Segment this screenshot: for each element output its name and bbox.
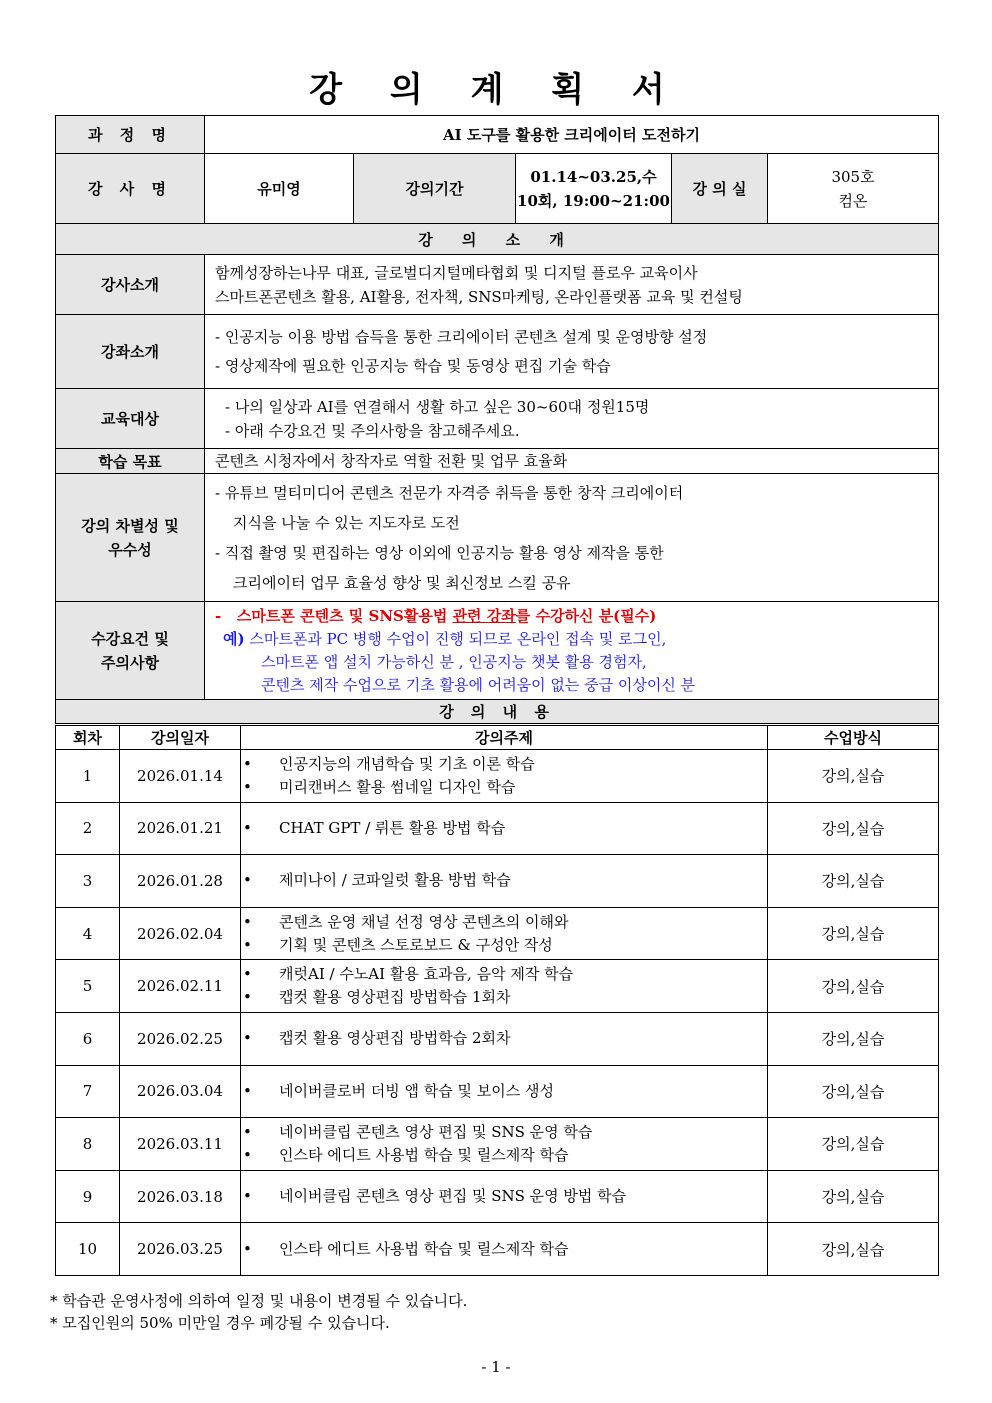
session-date: 2026.01.14 [120, 750, 241, 803]
bullet-icon: • [243, 912, 252, 931]
session-number: 4 [56, 907, 120, 960]
session-topics [241, 907, 768, 960]
session-method: 강의,실습 [768, 1065, 939, 1118]
topic-item: • 미리캔버스 활용 썸네일 디자인 학습 [243, 776, 767, 799]
course-intro-label: 강좌소개 [56, 315, 205, 389]
bullet-icon: • [243, 988, 252, 1007]
table-row [56, 750, 939, 803]
session-number: 10 [56, 1223, 120, 1276]
session-number: 8 [56, 1118, 120, 1171]
session-date: 2026.03.25 [120, 1223, 241, 1276]
session-method: 강의,실습 [768, 907, 939, 960]
session-number: 6 [56, 1012, 120, 1065]
session-topics [241, 1065, 768, 1118]
bullet-icon: • [243, 1081, 252, 1100]
session-topics [241, 1012, 768, 1065]
table-row [56, 1065, 939, 1118]
table-row [56, 1012, 939, 1065]
instructor-intro-label: 강사소개 [56, 255, 205, 315]
room-value: 305호 컴온 [768, 154, 939, 224]
header-no: 회차 [56, 726, 120, 750]
bullet-icon: • [243, 1145, 252, 1164]
topic-item: • 네이버클립 콘텐츠 영상 편집 및 SNS 운영 방법 학습 [243, 1185, 767, 1208]
bullet-icon: • [243, 935, 252, 954]
target-label: 교육대상 [56, 389, 205, 449]
session-topics [241, 1118, 768, 1171]
session-number: 1 [56, 750, 120, 803]
table-row [56, 1170, 939, 1223]
bullet-icon: • [243, 777, 252, 796]
header-topic: 강의주제 [241, 726, 768, 750]
session-number: 3 [56, 855, 120, 908]
session-date: 2026.02.04 [120, 907, 241, 960]
topic-item: • 인스타 에디트 사용법 학습 및 릴스제작 학습 [243, 1238, 767, 1261]
footnote: * 모집인원의 50% 미만일 경우 폐강될 수 있습니다. [50, 1314, 390, 1332]
session-topics [241, 1170, 768, 1223]
course-info-table [55, 115, 939, 724]
session-method: 강의,실습 [768, 1012, 939, 1065]
session-topics [241, 1223, 768, 1276]
goal-text: 콘텐츠 시청자에서 창작자로 역할 전환 및 업무 효율화 [205, 449, 939, 474]
goal-label: 학습 목표 [56, 449, 205, 474]
topic-item: • 기획 및 콘텐츠 스토로보드 & 구성안 작성 [243, 934, 767, 957]
table-row [56, 855, 939, 908]
content-section-header: 강 의 내 용 [56, 700, 939, 724]
schedule-table [55, 725, 939, 1276]
session-date: 2026.03.04 [120, 1065, 241, 1118]
intro-section-header: 강 의 소 개 [56, 224, 939, 255]
table-row [56, 1223, 939, 1276]
instructor-label: 강 사 명 [56, 154, 205, 224]
bullet-icon: • [243, 818, 252, 837]
topic-item: • 네이버클로버 더빙 앱 학습 및 보이스 생성 [243, 1080, 767, 1103]
course-label: 과 정 명 [56, 116, 205, 154]
bullet-icon: • [243, 1029, 252, 1048]
table-row [56, 960, 939, 1013]
instructor-name: 유미영 [205, 154, 354, 224]
session-topics [241, 750, 768, 803]
bullet-icon: • [243, 965, 252, 984]
course-name: AI 도구를 활용한 크리에이터 도전하기 [205, 116, 939, 154]
topic-item: • 제미나이 / 코파일럿 활용 방법 학습 [243, 869, 767, 892]
topic-item: • 캡컷 활용 영상편집 방법학습 2회차 [243, 1027, 767, 1050]
bullet-icon: • [243, 1239, 252, 1258]
session-number: 2 [56, 802, 120, 855]
session-method: 강의,실습 [768, 960, 939, 1013]
topic-item: • 캡컷 활용 영상편집 방법학습 1회차 [243, 986, 767, 1009]
bullet-icon: • [243, 871, 252, 890]
session-method: 강의,실습 [768, 750, 939, 803]
bullet-icon: • [243, 1187, 252, 1206]
bullet-icon: • [243, 1122, 252, 1141]
footnotes [50, 1290, 467, 1334]
requirements-text: - 스마트폰 콘텐츠 및 SNS활용법 관련 강좌를 수강하신 분(필수) 예) 스마트폰과 PC 병행 수업이 진행 되므로 온라인 접속 및 로그인, 스마트폰 앱 설치 가능하신 분 , 인공지능 챗봇 활용 경험자, 콘텐츠 제작 수업으로 기초 활용에 어려움이 없는 중급 이상이신 분 [205, 602, 939, 700]
table-row [56, 907, 939, 960]
session-date: 2026.03.11 [120, 1118, 241, 1171]
session-date: 2026.02.25 [120, 1012, 241, 1065]
footnote: * 학습관 운영사정에 의하여 일정 및 내용이 변경될 수 있습니다. [50, 1292, 468, 1310]
session-date: 2026.01.28 [120, 855, 241, 908]
bullet-icon: • [243, 754, 252, 773]
room-label: 강 의 실 [672, 154, 768, 224]
topic-item: • 캐럿AI / 수노AI 활용 효과음, 음악 제작 학습 [243, 963, 767, 986]
page-title: 강 의 계 획 서 [309, 70, 683, 110]
session-number: 9 [56, 1170, 120, 1223]
distinct-text: - 유튜브 멀티미디어 콘텐츠 전문가 자격증 취득을 통한 창작 크리에이터 지식을 나눌 수 있는 지도자로 도전 - 직접 촬영 및 편집하는 영상 이외에 인공지능 활용 영상 제작을 통한 크리에이터 업무 효율성 향상 및 최신정보 스킬 공유 [205, 474, 939, 602]
instructor-intro-text: 함께성장하는나무 대표, 글로벌디지털메타협회 및 디지털 플로우 교육이사 스마트폰콘텐츠 활용, AI활용, 전자책, SNS마케팅, 온라인플랫폼 교육 및 컨설팅 [205, 255, 939, 315]
header-method: 수업방식 [768, 726, 939, 750]
period-value: 01.14~03.25,수 10회, 19:00~21:00 [516, 154, 672, 224]
session-topics [241, 802, 768, 855]
session-topics [241, 960, 768, 1013]
topic-item: • CHAT GPT / 뤼튼 활용 방법 학습 [243, 817, 767, 840]
requirements-label: 수강요건 및 주의사항 [56, 602, 205, 700]
header-date: 강의일자 [120, 726, 241, 750]
session-method: 강의,실습 [768, 1118, 939, 1171]
table-row [56, 1118, 939, 1171]
topic-item: • 네이버클립 콘텐츠 영상 편집 및 SNS 운영 학습 [243, 1121, 767, 1144]
session-date: 2026.01.21 [120, 802, 241, 855]
session-method: 강의,실습 [768, 855, 939, 908]
target-text: - 나의 일상과 AI를 연결해서 생활 하고 싶은 30~60대 정원15명 - 아래 수강요건 및 주의사항을 참고해주세요. [205, 389, 939, 449]
table-row [56, 802, 939, 855]
session-method: 강의,실습 [768, 1223, 939, 1276]
course-intro-text: - 인공지능 이용 방법 습득을 통한 크리에이터 콘텐츠 설계 및 운영방향 설정 - 영상제작에 필요한 인공지능 학습 및 동영상 편집 기술 학습 [205, 315, 939, 389]
topic-item: • 인공지능의 개념학습 및 기초 이론 학습 [243, 753, 767, 776]
distinct-label: 강의 차별성 및 우수성 [56, 474, 205, 602]
session-number: 7 [56, 1065, 120, 1118]
session-method: 강의,실습 [768, 802, 939, 855]
session-topics [241, 855, 768, 908]
session-date: 2026.03.18 [120, 1170, 241, 1223]
period-label: 강의기간 [354, 154, 516, 224]
session-date: 2026.02.11 [120, 960, 241, 1013]
topic-item: • 콘텐츠 운영 채널 선정 영상 콘텐츠의 이해와 [243, 911, 767, 934]
page-number: - 1 - [481, 1358, 511, 1376]
topic-item: • 인스타 에디트 사용법 학습 및 릴스제작 학습 [243, 1144, 767, 1167]
session-method: 강의,실습 [768, 1170, 939, 1223]
session-number: 5 [56, 960, 120, 1013]
